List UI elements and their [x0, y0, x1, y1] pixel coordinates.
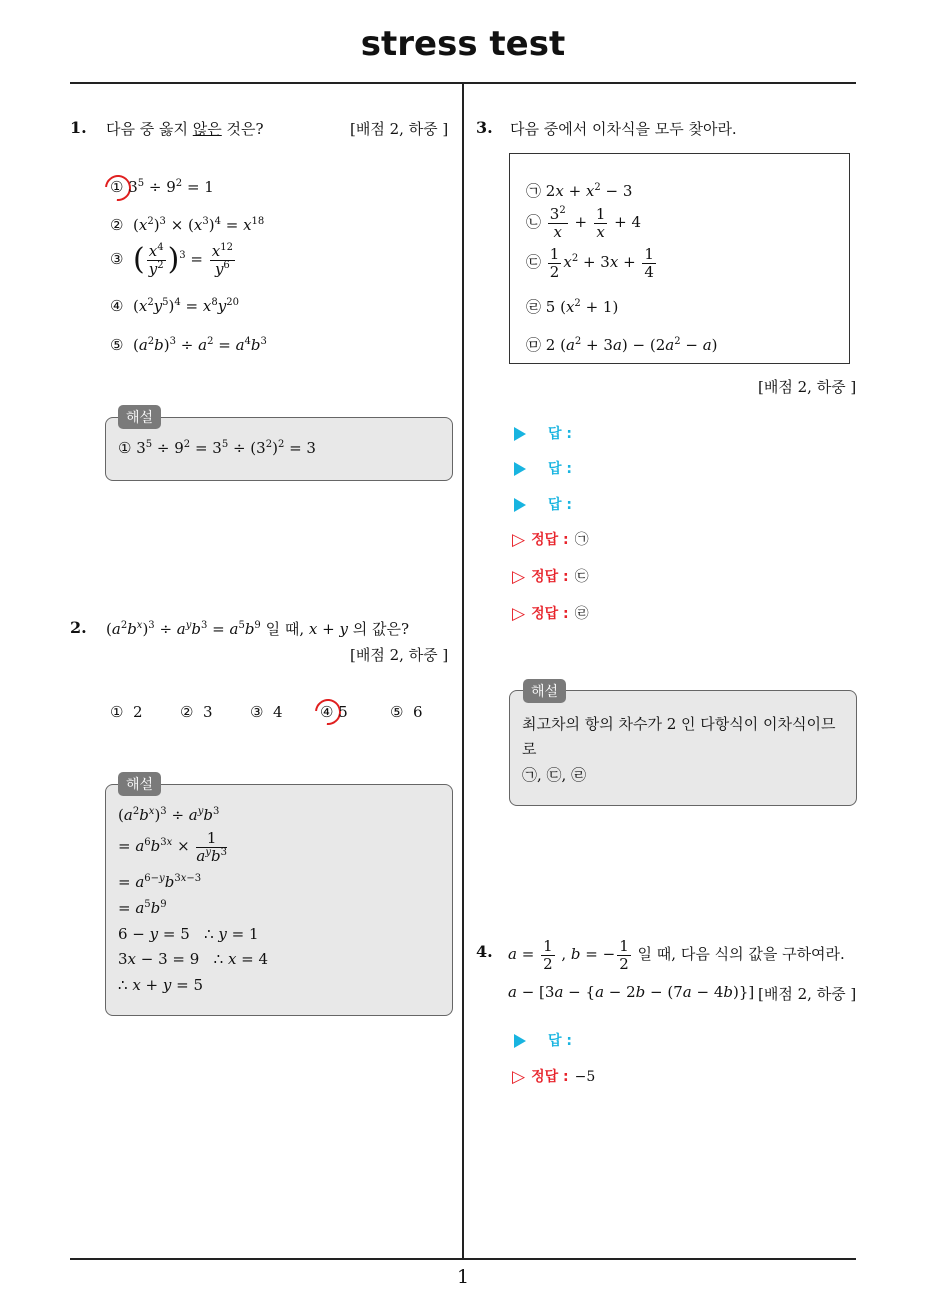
- q3-answer-line-2[interactable]: 답 :: [514, 458, 572, 478]
- column-divider: [462, 84, 464, 1258]
- q3-meta: [배점 2, 하중 ]: [758, 378, 857, 396]
- correct-arrow-icon: ▷: [512, 530, 526, 550]
- correct-arrow-icon: ▷: [512, 567, 526, 587]
- q2-step-2: = $a^6b^{3x}$ × $\frac{1}{a^yb^3}$: [118, 829, 227, 865]
- q1-option-4[interactable]: ④ $(x^2y^5)^4 = x^8y^{20}$: [110, 297, 239, 315]
- q2-option-3[interactable]: ③ 4: [250, 703, 283, 721]
- q3-number: 3.: [476, 118, 493, 137]
- q2-option-4[interactable]: ④ 5: [320, 703, 348, 721]
- q3-correct-2: ▷ 정답 : ㉢: [512, 567, 589, 587]
- q2-meta: [배점 2, 하중 ]: [350, 646, 449, 664]
- q2-option-1[interactable]: ① 2: [110, 703, 143, 721]
- q3-explanation-line-1: 최고차의 항의 차수가 2 인 다항식이 이차식이므: [522, 715, 836, 733]
- correct-arrow-icon: ▷: [512, 604, 526, 624]
- q3-item-3: ㉢ $\frac{1}{2}$ $x^2 + 3x$ + $\frac{1}{4}$: [526, 245, 654, 281]
- q2-number: 2.: [70, 618, 87, 637]
- q2-option-5[interactable]: ⑤ 6: [390, 703, 423, 721]
- q4-meta: [배점 2, 하중 ]: [758, 985, 857, 1003]
- page-title: stress test: [360, 24, 566, 64]
- answer-arrow-icon: [514, 462, 526, 476]
- q1-explanation-text: ① $3^5 \div 9^2 = 3^5 \div (3^2)^2 = 3$: [118, 439, 316, 457]
- q2-step-3: = $a^{6-y}b^{3x-3}$: [118, 873, 202, 891]
- page-number: 1: [456, 1266, 470, 1288]
- answer-arrow-icon: [514, 427, 526, 441]
- q1-question: 다음 중 옳지 않은 것은?: [106, 120, 264, 138]
- q3-correct-3: ▷ 정답 : ㉣: [512, 604, 589, 624]
- q2-explanation-tag: 해설: [118, 772, 161, 796]
- q4-answer-line[interactable]: 답 :: [514, 1030, 572, 1050]
- q2-step-1: $(a^2b^x)^3 \div a^yb^3$: [118, 806, 220, 824]
- q4-correct: ▷ 정답 : −5: [512, 1067, 596, 1087]
- q3-question: 다음 중에서 이차식을 모두 찾아라.: [510, 120, 737, 138]
- q2-step-6: 3x − 3 = 9 ∴ x = 4: [118, 950, 269, 968]
- q3-correct-1: ▷ 정답 : ㉠: [512, 530, 589, 550]
- q1-explanation-tag: 해설: [118, 405, 161, 429]
- q3-answer-line-1[interactable]: 답 :: [514, 423, 572, 443]
- footer-rule: [70, 1258, 856, 1260]
- q1-option-2[interactable]: ② $(x^2)^3 \times (x^3)^4 = x^{18}$: [110, 216, 265, 234]
- q2-question: $(a^2b^x)^3 \div a^yb^3 = a^5b^9$ 일 때, x + y 의 값은?: [106, 620, 410, 638]
- q2-step-7: ∴ x + y = 5: [118, 976, 204, 994]
- q1-option-1[interactable]: ① $3^5 \div 9^2 = 1$: [110, 178, 214, 196]
- q3-item-4: ㉣ 5 $(x^2 + 1)$: [526, 298, 619, 316]
- answer-arrow-icon: [514, 1034, 526, 1048]
- q1-option-3[interactable]: ③ ( $\frac{x^4}{y^2}$ )$^3$ = $\frac{x^{12}}{y^6}$: [110, 242, 233, 278]
- q3-explanation-tag: 해설: [523, 679, 566, 703]
- q3-item-5: ㉤ 2 $(a^2 + 3a) - (2a^2 - a)$: [526, 336, 718, 354]
- q4-question: a = $\frac{1}{2}$ , b = − $\frac{1}{2}$ 일 때, 다음 식의 값을 구하여라.: [508, 937, 845, 973]
- q1-option-5[interactable]: ⑤ $(a^2b)^3 \div a^2 = a^4b^3$: [110, 336, 267, 354]
- q2-option-2[interactable]: ② 3: [180, 703, 213, 721]
- q3-explanation-box: [509, 690, 857, 806]
- q2-step-4: = $a^5b^9$: [118, 899, 167, 917]
- q2-step-5: 6 − y = 5 ∴ y = 1: [118, 925, 259, 943]
- answer-arrow-icon: [514, 498, 526, 512]
- q3-item-2: ㉡ $\frac{3^2}{x}$ + $\frac{1}{x}$ + 4: [526, 205, 642, 241]
- q3-item-1: ㉠ $2x + x^2 - 3$: [526, 182, 633, 200]
- q1-number: 1.: [70, 118, 87, 137]
- q4-number: 4.: [476, 942, 493, 961]
- q3-explanation-line-3: ㉠, ㉢, ㉣: [522, 766, 587, 784]
- q3-explanation-line-2: 로: [522, 740, 537, 758]
- q4-expression: a − [3a − {a − 2b − (7a − 4b)}]: [508, 983, 755, 1001]
- correct-arrow-icon: ▷: [512, 1067, 526, 1087]
- q3-answer-line-3[interactable]: 답 :: [514, 494, 572, 514]
- q1-meta: [배점 2, 하중 ]: [350, 120, 449, 138]
